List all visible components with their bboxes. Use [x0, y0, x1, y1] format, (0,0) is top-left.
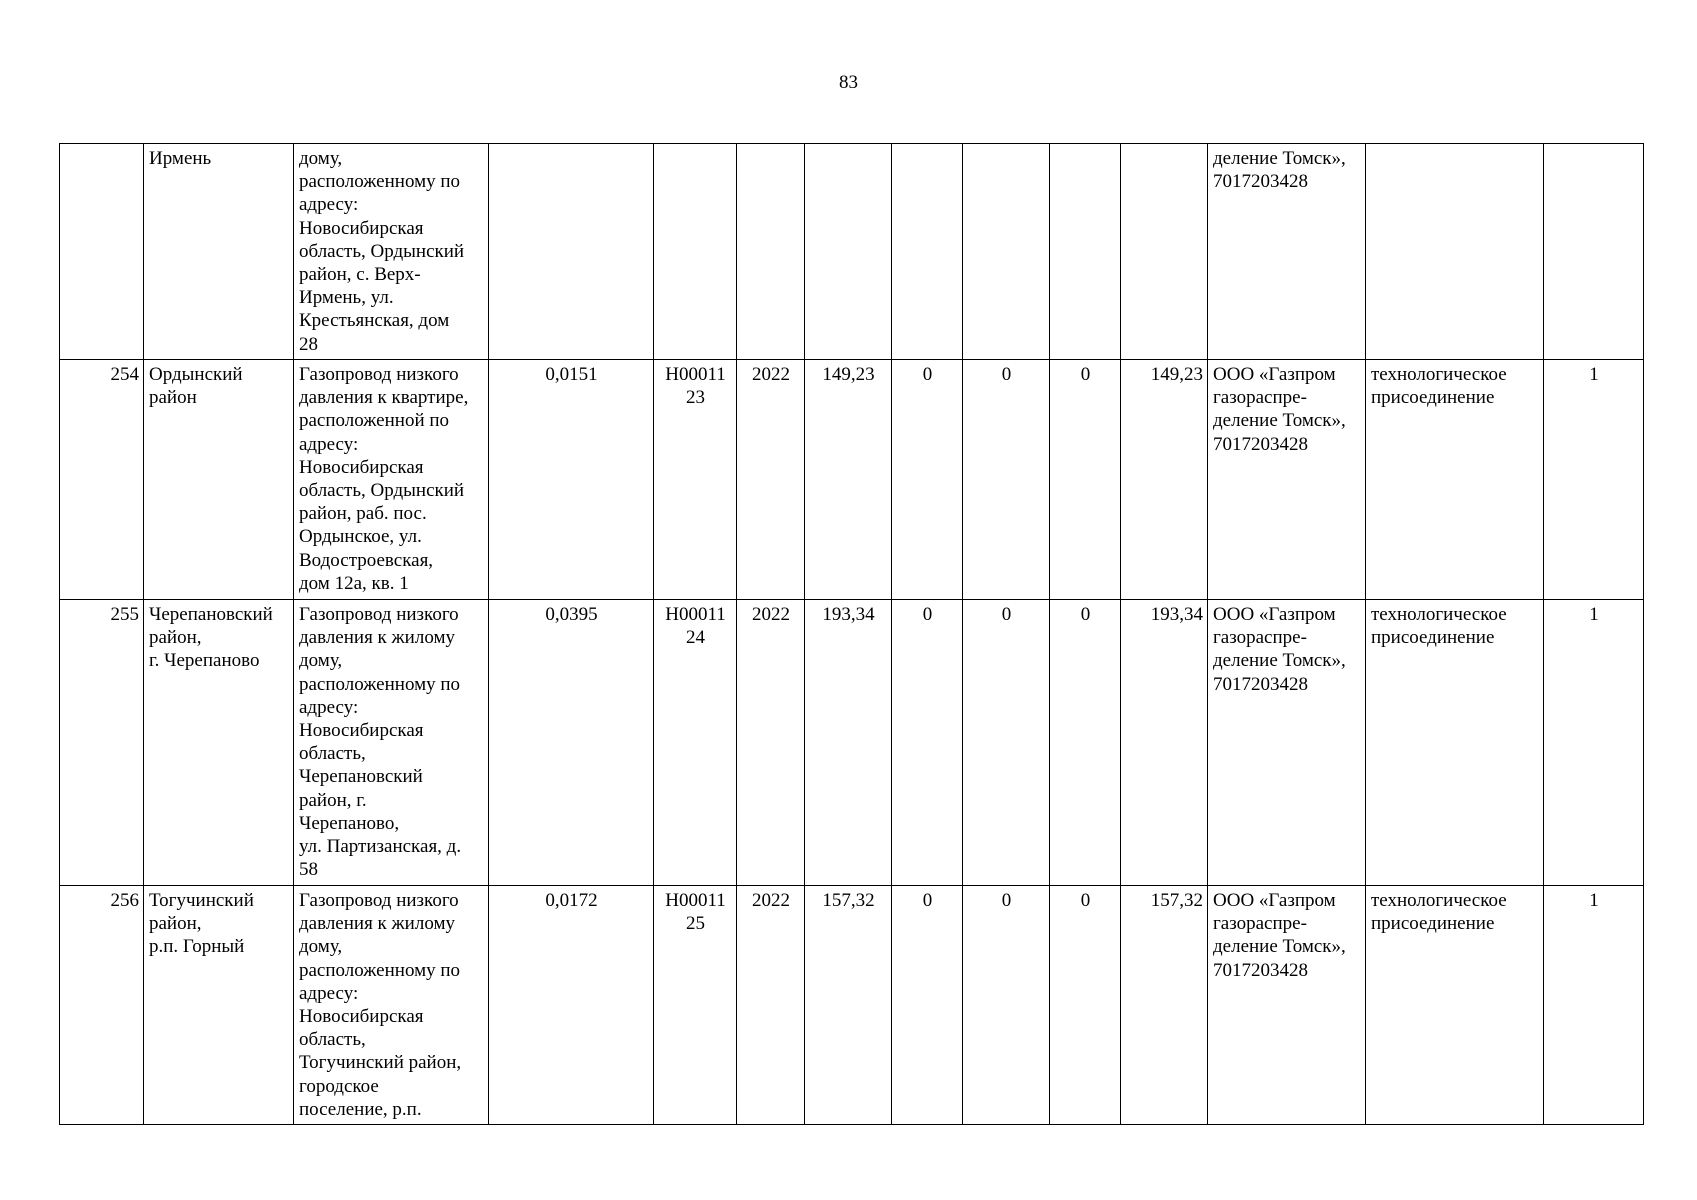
- cell-district: Ирмень: [144, 144, 294, 360]
- cell-length: 0,0172: [489, 886, 654, 1125]
- cell-value-3: 0: [1050, 600, 1121, 886]
- cell-quantity: 1: [1544, 886, 1644, 1125]
- cell-value-3: [1050, 144, 1121, 360]
- cell-value-1: 0: [892, 886, 963, 1125]
- cell-sum: 149,23: [1121, 360, 1208, 600]
- cell-value-1: 0: [892, 360, 963, 600]
- cell-district: Ордынский район: [144, 360, 294, 600]
- cell-year: 2022: [737, 886, 805, 1125]
- cell-value-2: 0: [963, 360, 1050, 600]
- register-table: [59, 143, 1644, 1125]
- cell-number: [60, 144, 144, 360]
- cell-owner: ООО «Газпром газораспре- деление Томск», 7017203428: [1208, 360, 1366, 600]
- cell-number: 254: [60, 360, 144, 600]
- cell-inventory-number: [654, 144, 737, 360]
- cell-total: 193,34: [805, 600, 892, 886]
- cell-owner: деление Томск», 7017203428: [1208, 144, 1366, 360]
- cell-year: 2022: [737, 360, 805, 600]
- cell-purpose: технологическое присоединение: [1366, 886, 1544, 1125]
- cell-length: 0,0395: [489, 600, 654, 886]
- cell-value-2: 0: [963, 600, 1050, 886]
- cell-inventory-number: Н00011 25: [654, 886, 737, 1125]
- cell-length: [489, 144, 654, 360]
- table-row: [60, 886, 1644, 1125]
- cell-number: 255: [60, 600, 144, 886]
- cell-sum: 157,32: [1121, 886, 1208, 1125]
- table-row: [60, 600, 1644, 886]
- table-row: [60, 360, 1644, 600]
- cell-total: 157,32: [805, 886, 892, 1125]
- table-row: [60, 144, 1644, 360]
- cell-district: Тогучинский район, р.п. Горный: [144, 886, 294, 1125]
- cell-owner: ООО «Газпром газораспре- деление Томск», 7017203428: [1208, 886, 1366, 1125]
- cell-total: [805, 144, 892, 360]
- cell-length: 0,0151: [489, 360, 654, 600]
- cell-district: Черепановский район, г. Черепаново: [144, 600, 294, 886]
- cell-quantity: [1544, 144, 1644, 360]
- cell-object: Газопровод низкого давления к жилому дому, расположенному по адресу: Новосибирская область, Тогучинский район, городское поселение, р.п.: [294, 886, 489, 1125]
- cell-year: [737, 144, 805, 360]
- cell-object: дому, расположенному по адресу: Новосибирская область, Ордынский район, с. Верх- Ирмень, ул. Крестьянская, дом 28: [294, 144, 489, 360]
- cell-object: Газопровод низкого давления к квартире, расположенной по адресу: Новосибирская область, Ордынский район, раб. пос. Ордынское, ул. Водостроевская, дом 12а, кв. 1: [294, 360, 489, 600]
- cell-purpose: [1366, 144, 1544, 360]
- cell-purpose: технологическое присоединение: [1366, 600, 1544, 886]
- cell-quantity: 1: [1544, 360, 1644, 600]
- cell-inventory-number: Н00011 23: [654, 360, 737, 600]
- cell-total: 149,23: [805, 360, 892, 600]
- cell-value-1: 0: [892, 600, 963, 886]
- cell-sum: 193,34: [1121, 600, 1208, 886]
- cell-inventory-number: Н00011 24: [654, 600, 737, 886]
- cell-owner: ООО «Газпром газораспре- деление Томск», 7017203428: [1208, 600, 1366, 886]
- cell-purpose: технологическое присоединение: [1366, 360, 1544, 600]
- cell-value-3: 0: [1050, 360, 1121, 600]
- page-number: 83: [839, 72, 858, 93]
- cell-sum: [1121, 144, 1208, 360]
- cell-quantity: 1: [1544, 600, 1644, 886]
- cell-value-3: 0: [1050, 886, 1121, 1125]
- cell-value-2: 0: [963, 886, 1050, 1125]
- cell-value-1: [892, 144, 963, 360]
- cell-object: Газопровод низкого давления к жилому дому, расположенному по адресу: Новосибирская область, Черепановский район, г. Черепаново, ул. Партизанская, д. 58: [294, 600, 489, 886]
- cell-value-2: [963, 144, 1050, 360]
- cell-number: 256: [60, 886, 144, 1125]
- cell-year: 2022: [737, 600, 805, 886]
